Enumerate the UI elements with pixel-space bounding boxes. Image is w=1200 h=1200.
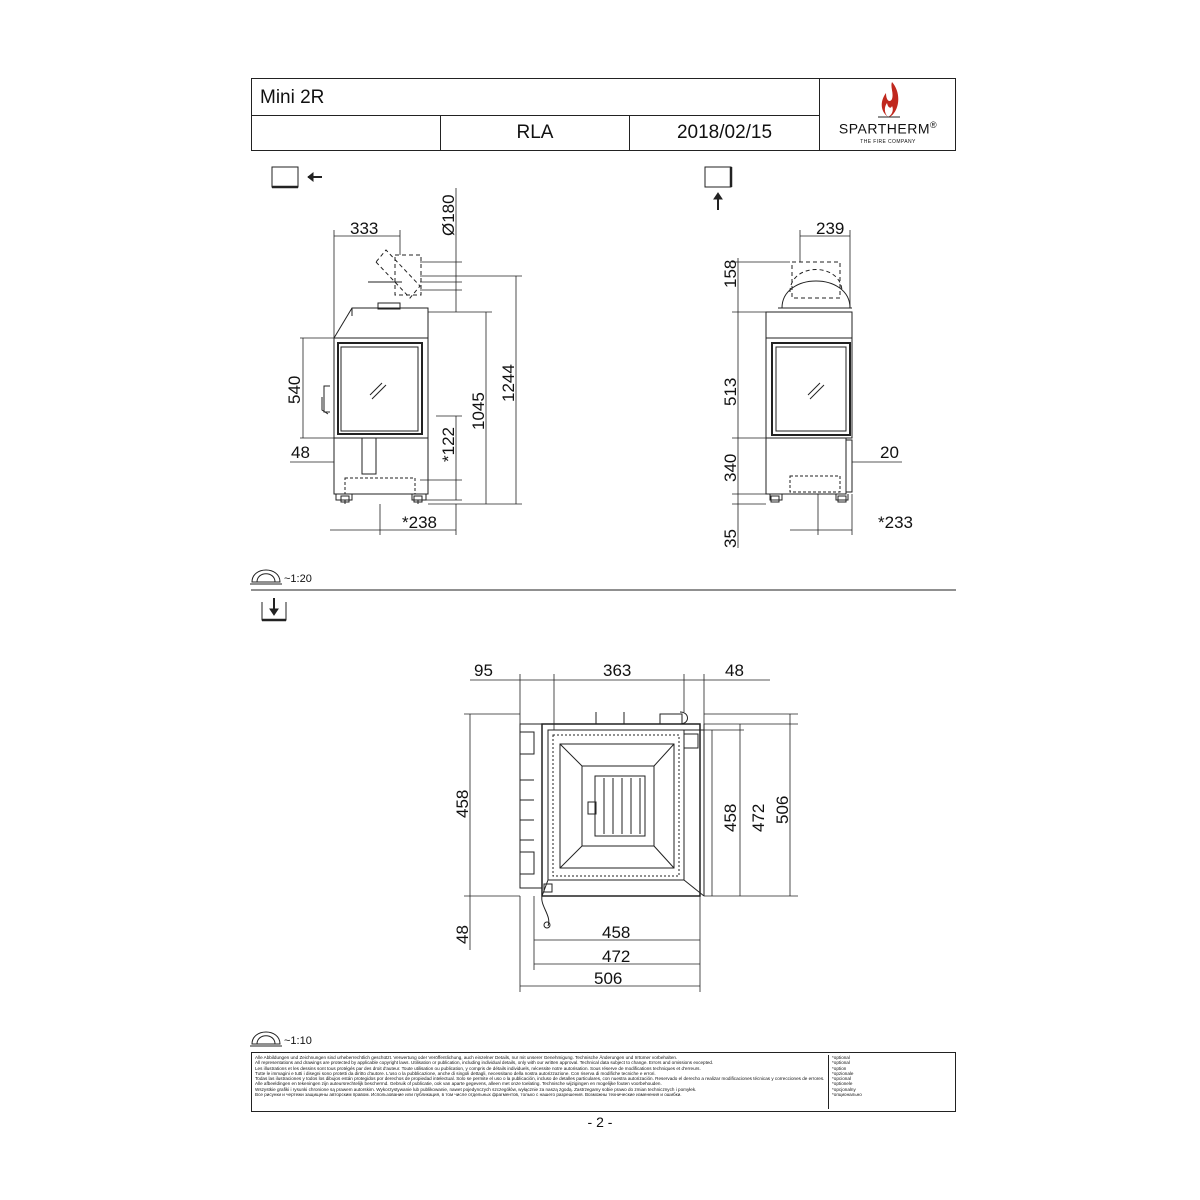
plan-dim-458-left: 458 <box>453 789 472 818</box>
page-number: - 2 - <box>587 1114 613 1130</box>
optional-label: *opcjonalny <box>832 1086 856 1092</box>
legal-notice <box>251 1052 956 1112</box>
scale-lower-label: ~1:10 <box>284 1035 312 1047</box>
view-direction-side-icon <box>705 167 731 210</box>
front-dim-238: *238 <box>402 513 437 532</box>
front-dim-333: 333 <box>350 219 379 238</box>
side-view <box>766 262 852 502</box>
legal-line-de: Alle Abbildungen und Zeichnungen sind urheberrechtlich geschützt. Verwertung oder Veröffentlichung, auch einzelner Details, nur mit unserer Genehmigung. Technische Änderungen und Irrtümer vorbehalten. <box>255 1055 678 1060</box>
front-dim-flue-diameter: Ø180 <box>439 194 458 236</box>
optional-label: *optional <box>832 1060 850 1066</box>
legal-line-it: Tutte le immagini e tutti i disegni sono protetti da diritto d'autore. L'uso o la pubblicazione, anche di singoli dettagli, necessitano della nostra autorizzazione. Con riserva di modifiche tecniche e errori. <box>255 1070 656 1076</box>
side-dim-20: 20 <box>880 443 899 462</box>
optional-label: *optionele <box>832 1081 853 1087</box>
plan-dim-95: 95 <box>474 661 493 680</box>
plan-view <box>520 712 704 928</box>
plan-dim-48-top: 48 <box>725 661 744 680</box>
side-dim-158: 158 <box>721 259 740 288</box>
legal-line-fr: Les illustrations et les dessins sont tous protégés par des droit d'auteur. Toute utilisation ou publication, y compris de détails individuels, nécessite notre autorisation. Sous réserve de modifications techniques et d'erreurs. <box>255 1065 701 1071</box>
drawing-date: 2018/02/15 <box>630 116 820 151</box>
legal-line-nl: Alle afbeeldingen en tekeningen zijn auteursrechtelijk beschermd. Gebruik of publicatie, ook van aparte gegevens, alleen met onze toelating. Technische wijzigingen en mogelijke fouten voorbehouden. <box>255 1081 662 1087</box>
legal-line-en: All representations and drawings are protected by applicable copyright laws. Utilisation or publication, including individual details, only with our written approval. Technical data subject to change. Errors and omissions excepted. <box>255 1060 714 1066</box>
scale-upper-label: ~1:20 <box>284 573 312 585</box>
optional-label: *option <box>832 1065 847 1071</box>
front-dim-1045: 1045 <box>469 392 488 430</box>
registered-mark: ® <box>929 120 938 130</box>
side-dim-239: 239 <box>816 219 845 238</box>
side-dim-233: *233 <box>878 513 913 532</box>
plan-dim-458-bottom: 458 <box>602 923 631 942</box>
scale-upper-icon <box>250 570 282 584</box>
optional-label: *opcional <box>832 1076 851 1082</box>
optional-labels <box>828 1055 957 1109</box>
side-dim-35: 35 <box>721 529 740 548</box>
plan-dim-506-bottom: 506 <box>594 969 623 988</box>
side-dim-513: 513 <box>721 377 740 406</box>
plan-dim-48-left: 48 <box>453 925 472 944</box>
legal-line-pl: Wszystkie grafiki i rysunki chronione są prawem autorskim. Wykorzystywanie lub publikowanie, nawet pojedynczych szczegółów, wyłącznie za naszą zgodą. Zastrzegamy sobie prawo do zmian technicznych i pomyłek. <box>255 1086 697 1092</box>
optional-label: *опционально <box>832 1092 862 1098</box>
model-name: Mini 2R <box>252 79 820 116</box>
side-dim-340: 340 <box>721 453 740 482</box>
front-dim-48: 48 <box>291 443 310 462</box>
legal-line-ru: Все рисунки и чертежи защищены авторским правом. Использование или публикация, в том числе отдельных фрагментов, только с нашего разрешения. Возможны технические изменения и ошибки. <box>255 1092 682 1098</box>
view-direction-front-icon <box>272 167 322 187</box>
plan-dim-458-right: 458 <box>721 803 740 832</box>
view-direction-top-icon <box>262 598 286 620</box>
front-dim-540: 540 <box>285 375 304 404</box>
drawing-code: RLA <box>441 116 630 151</box>
plan-dim-506-right: 506 <box>773 795 792 824</box>
brand-name: SPARTHERM <box>838 120 930 137</box>
front-view <box>322 250 428 504</box>
front-dim-1244: 1244 <box>499 364 518 402</box>
plan-dim-363: 363 <box>603 661 632 680</box>
front-dim-122: *122 <box>439 427 458 462</box>
optional-label: *optional <box>832 1055 850 1060</box>
optional-label: *opzionale <box>832 1070 854 1076</box>
copyright-text <box>255 1055 825 1097</box>
brand-tagline: THE FIRE COMPANY <box>860 139 916 145</box>
scale-lower-icon <box>250 1032 282 1046</box>
legal-line-es: Todas las ilustraciones y todos los dibujos están protegidos por derechos de propiedad intelectual. Solo se permite el uso o la publicación, incluso de detalles particulares, con nuestra autorización. Reservado el derecho a realizar modificaciones técnicas y correcciones de errores. <box>255 1076 825 1082</box>
plan-dim-472-right: 472 <box>749 803 768 832</box>
plan-dim-472-bottom: 472 <box>602 947 631 966</box>
